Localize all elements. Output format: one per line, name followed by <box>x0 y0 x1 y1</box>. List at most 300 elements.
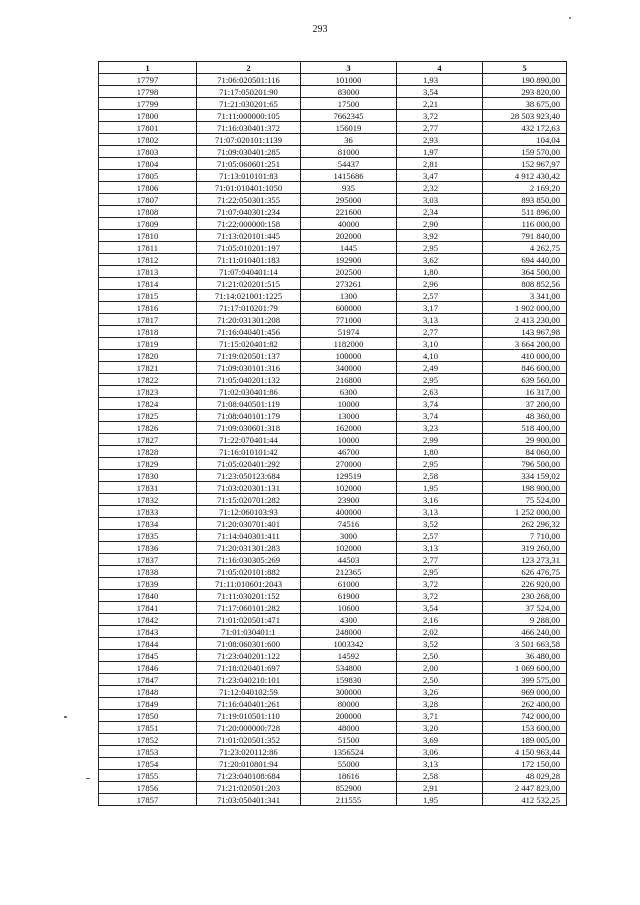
table-cell-col3: 83000 <box>301 86 397 98</box>
table-cell-col3: 340000 <box>301 362 397 374</box>
table-cell-col3: 36 <box>301 134 397 146</box>
table-row <box>99 758 567 770</box>
table-cell-col4: 2,77 <box>397 122 483 134</box>
table-cell-col3: 81000 <box>301 146 397 158</box>
table-cell-col2: 71:18:020401:697 <box>197 662 301 674</box>
table-cell-col5: 36 480,00 <box>483 650 567 662</box>
table-cell-col5: 230 268,00 <box>483 590 567 602</box>
table-row <box>99 326 567 338</box>
table-cell-col2: 71:17:010201:79 <box>197 302 301 314</box>
table-cell-col2: 71:09:030401:285 <box>197 146 301 158</box>
table-cell-col3: 51500 <box>301 734 397 746</box>
table-cell-col4: 1,93 <box>397 74 483 86</box>
table-cell-col1: 17832 <box>99 494 197 506</box>
table-cell-col2: 71:08:040101:179 <box>197 410 301 422</box>
table-cell-col4: 2,90 <box>397 218 483 230</box>
table-cell-col5: 334 159,02 <box>483 470 567 482</box>
table-cell-col1: 17857 <box>99 794 197 806</box>
table-cell-col5: 410 000,00 <box>483 350 567 362</box>
table-cell-col3: 1003342 <box>301 638 397 650</box>
table-row <box>99 506 567 518</box>
table-cell-col4: 3,62 <box>397 254 483 266</box>
table-cell-col5: 2 413 230,00 <box>483 314 567 326</box>
table-cell-col4: 2,95 <box>397 566 483 578</box>
table-cell-col2: 71:05:020401:292 <box>197 458 301 470</box>
table-cell-col5: 37 200,00 <box>483 398 567 410</box>
table-cell-col4: 3,03 <box>397 194 483 206</box>
table-cell-col5: 796 500,00 <box>483 458 567 470</box>
table-row <box>99 410 567 422</box>
table-cell-col1: 17821 <box>99 362 197 374</box>
table-row <box>99 194 567 206</box>
table-cell-col3: 192900 <box>301 254 397 266</box>
table-cell-col1: 17797 <box>99 74 197 86</box>
table-cell-col1: 17826 <box>99 422 197 434</box>
table-cell-col4: 2,95 <box>397 374 483 386</box>
table-cell-col4: 3,23 <box>397 422 483 434</box>
table-cell-col1: 17807 <box>99 194 197 206</box>
table-cell-col1: 17815 <box>99 290 197 302</box>
table-cell-col3: 159830 <box>301 674 397 686</box>
table-cell-col3: 48000 <box>301 722 397 734</box>
table-cell-col3: 1182000 <box>301 338 397 350</box>
table-cell-col3: 534800 <box>301 662 397 674</box>
table-cell-col3: 400000 <box>301 506 397 518</box>
table-cell-col1: 17855 <box>99 770 197 782</box>
table-cell-col5: 3 664 200,00 <box>483 338 567 350</box>
table-cell-col1: 17801 <box>99 122 197 134</box>
table-row <box>99 350 567 362</box>
table-cell-col2: 71:11:010401:183 <box>197 254 301 266</box>
table-cell-col5: 159 570,00 <box>483 146 567 158</box>
table-cell-col5: 1 902 000,00 <box>483 302 567 314</box>
table-cell-col4: 2,63 <box>397 386 483 398</box>
table-cell-col4: 3,06 <box>397 746 483 758</box>
table-cell-col3: 129519 <box>301 470 397 482</box>
table-cell-col2: 71:05:020101:882 <box>197 566 301 578</box>
data-table <box>98 61 567 806</box>
table-cell-col1: 17837 <box>99 554 197 566</box>
table-cell-col2: 71:01:020501:471 <box>197 614 301 626</box>
table-cell-col3: 61900 <box>301 590 397 602</box>
table-cell-col2: 71:01:010401:1050 <box>197 182 301 194</box>
table-row <box>99 98 567 110</box>
table-cell-col1: 17849 <box>99 698 197 710</box>
table-row <box>99 746 567 758</box>
table-cell-col5: 48 360,00 <box>483 410 567 422</box>
table-cell-col2: 71:17:050201:90 <box>197 86 301 98</box>
table-row <box>99 458 567 470</box>
table-cell-col5: 190 890,00 <box>483 74 567 86</box>
table-cell-col2: 71:14:040301:411 <box>197 530 301 542</box>
table-row <box>99 278 567 290</box>
table-cell-col4: 3,10 <box>397 338 483 350</box>
table-cell-col5: 123 273,31 <box>483 554 567 566</box>
table-cell-col1: 17852 <box>99 734 197 746</box>
table-cell-col1: 17825 <box>99 410 197 422</box>
table-cell-col5: 1 069 600,00 <box>483 662 567 674</box>
table-cell-col2: 71:12:060103:93 <box>197 506 301 518</box>
table-row <box>99 314 567 326</box>
table-cell-col5: 412 532,25 <box>483 794 567 806</box>
table-cell-col1: 17844 <box>99 638 197 650</box>
table-cell-col3: 216800 <box>301 374 397 386</box>
table-row <box>99 158 567 170</box>
table-cell-col4: 1,80 <box>397 446 483 458</box>
table-cell-col2: 71:16:040401:456 <box>197 326 301 338</box>
table-cell-col2: 71:06:020501:116 <box>197 74 301 86</box>
table-row <box>99 518 567 530</box>
table-cell-col3: 4300 <box>301 614 397 626</box>
table-cell-col5: 846 600,00 <box>483 362 567 374</box>
table-row <box>99 794 567 806</box>
table-cell-col1: 17812 <box>99 254 197 266</box>
table-cell-col1: 17802 <box>99 134 197 146</box>
table-cell-col1: 17839 <box>99 578 197 590</box>
table-row <box>99 626 567 638</box>
table-cell-col2: 71:17:060101:282 <box>197 602 301 614</box>
table-cell-col4: 2,96 <box>397 278 483 290</box>
table-cell-col5: 143 967,98 <box>483 326 567 338</box>
table-row <box>99 674 567 686</box>
table-row <box>99 722 567 734</box>
table-cell-col5: 4 912 430,42 <box>483 170 567 182</box>
table-cell-col1: 17838 <box>99 566 197 578</box>
table-cell-col3: 1445 <box>301 242 397 254</box>
table-cell-col5: 28 503 923,40 <box>483 110 567 122</box>
table-cell-col1: 17819 <box>99 338 197 350</box>
table-row <box>99 602 567 614</box>
table-cell-col1: 17842 <box>99 614 197 626</box>
table-cell-col5: 104,04 <box>483 134 567 146</box>
table-cell-col3: 7662345 <box>301 110 397 122</box>
table-cell-col4: 3,92 <box>397 230 483 242</box>
table-cell-col4: 2,95 <box>397 458 483 470</box>
table-cell-col1: 17800 <box>99 110 197 122</box>
table-cell-col5: 4 262,75 <box>483 242 567 254</box>
table-cell-col3: 295000 <box>301 194 397 206</box>
table-row <box>99 86 567 98</box>
table-cell-col4: 3,52 <box>397 518 483 530</box>
table-row <box>99 710 567 722</box>
table-cell-col5: 198 900,00 <box>483 482 567 494</box>
table-cell-col1: 17834 <box>99 518 197 530</box>
table-cell-col4: 3,13 <box>397 314 483 326</box>
table-cell-col5: 639 560,00 <box>483 374 567 386</box>
table-cell-col4: 1,95 <box>397 794 483 806</box>
table-cell-col3: 600000 <box>301 302 397 314</box>
table-cell-col4: 3,72 <box>397 590 483 602</box>
table-row <box>99 542 567 554</box>
table-cell-col1: 17850 <box>99 710 197 722</box>
table-cell-col1: 17854 <box>99 758 197 770</box>
table-cell-col2: 71:09:030101:316 <box>197 362 301 374</box>
table-cell-col2: 71:16:040401:261 <box>197 698 301 710</box>
table-cell-col3: 10600 <box>301 602 397 614</box>
table-cell-col2: 71:23:020112:86 <box>197 746 301 758</box>
table-cell-col3: 156019 <box>301 122 397 134</box>
table-cell-col5: 364 500,00 <box>483 266 567 278</box>
table-cell-col4: 2,58 <box>397 470 483 482</box>
table-cell-col5: 226 920,00 <box>483 578 567 590</box>
table-row <box>99 446 567 458</box>
table-cell-col1: 17804 <box>99 158 197 170</box>
table-cell-col1: 17822 <box>99 374 197 386</box>
table-cell-col1: 17836 <box>99 542 197 554</box>
table-cell-col2: 71:01:030401:1 <box>197 626 301 638</box>
table-cell-col3: 100000 <box>301 350 397 362</box>
table-cell-col3: 202000 <box>301 230 397 242</box>
table-cell-col3: 1415686 <box>301 170 397 182</box>
table-row <box>99 686 567 698</box>
table-cell-col3: 102000 <box>301 482 397 494</box>
table-cell-col5: 518 400,00 <box>483 422 567 434</box>
table-cell-col5: 399 575,00 <box>483 674 567 686</box>
table-cell-col4: 3,28 <box>397 698 483 710</box>
table-cell-col1: 17806 <box>99 182 197 194</box>
table-cell-col2: 71:02:030401:86 <box>197 386 301 398</box>
table-row <box>99 578 567 590</box>
table-cell-col1: 17830 <box>99 470 197 482</box>
table-cell-col2: 71:23:050123:684 <box>197 470 301 482</box>
table-cell-col3: 54437 <box>301 158 397 170</box>
table-cell-col1: 17823 <box>99 386 197 398</box>
table-cell-col1: 17803 <box>99 146 197 158</box>
table-cell-col3: 23900 <box>301 494 397 506</box>
table-cell-col4: 2,99 <box>397 434 483 446</box>
table-cell-col2: 71:15:020701:282 <box>197 494 301 506</box>
table-cell-col2: 71:09:030601:318 <box>197 422 301 434</box>
table-cell-col5: 1 252 000,00 <box>483 506 567 518</box>
table-cell-col5: 9 288,00 <box>483 614 567 626</box>
table-cell-col4: 2,58 <box>397 770 483 782</box>
table-row <box>99 74 567 86</box>
table-cell-col4: 2,21 <box>397 98 483 110</box>
column-header-1: 1 <box>99 62 197 74</box>
table-cell-col5: 262 400,00 <box>483 698 567 710</box>
table-cell-col2: 71:23:040201:122 <box>197 650 301 662</box>
table-cell-col5: 262 296,32 <box>483 518 567 530</box>
table-cell-col4: 3,13 <box>397 506 483 518</box>
table-cell-col5: 75 524,00 <box>483 494 567 506</box>
table-cell-col4: 2,81 <box>397 158 483 170</box>
table-cell-col1: 17846 <box>99 662 197 674</box>
table-cell-col2: 71:07:040401:14 <box>197 266 301 278</box>
table-row <box>99 206 567 218</box>
table-cell-col5: 37 524,00 <box>483 602 567 614</box>
table-cell-col1: 17817 <box>99 314 197 326</box>
table-cell-col3: 55000 <box>301 758 397 770</box>
table-cell-col3: 17500 <box>301 98 397 110</box>
table-cell-col4: 3,69 <box>397 734 483 746</box>
scan-speck <box>569 17 571 19</box>
table-cell-col3: 3000 <box>301 530 397 542</box>
table-cell-col1: 17805 <box>99 170 197 182</box>
table-cell-col5: 172 150,00 <box>483 758 567 770</box>
table-cell-col1: 17808 <box>99 206 197 218</box>
table-row <box>99 170 567 182</box>
table-row <box>99 182 567 194</box>
page-number: 293 <box>312 24 328 35</box>
table-cell-col3: 44503 <box>301 554 397 566</box>
table-cell-col1: 17843 <box>99 626 197 638</box>
table-row <box>99 566 567 578</box>
table-row <box>99 302 567 314</box>
table-row <box>99 698 567 710</box>
table-cell-col4: 2,93 <box>397 134 483 146</box>
table-cell-col2: 71:12:040102:59 <box>197 686 301 698</box>
table-row <box>99 338 567 350</box>
table-cell-col3: 61000 <box>301 578 397 590</box>
table-cell-col1: 17833 <box>99 506 197 518</box>
column-header-4: 4 <box>397 62 483 74</box>
table-cell-col4: 1,95 <box>397 482 483 494</box>
table-cell-col3: 18616 <box>301 770 397 782</box>
table-cell-col4: 3,54 <box>397 602 483 614</box>
table-cell-col4: 3,52 <box>397 638 483 650</box>
table-cell-col2: 71:11:010601:2043 <box>197 578 301 590</box>
table-cell-col5: 694 440,00 <box>483 254 567 266</box>
table-cell-col3: 162000 <box>301 422 397 434</box>
table-cell-col3: 270000 <box>301 458 397 470</box>
table-cell-col4: 2,91 <box>397 782 483 794</box>
table-row <box>99 782 567 794</box>
table-row <box>99 362 567 374</box>
table-cell-col5: 116 000,00 <box>483 218 567 230</box>
table-cell-col3: 80000 <box>301 698 397 710</box>
column-header-3: 3 <box>301 62 397 74</box>
column-header-2: 2 <box>197 62 301 74</box>
table-cell-col2: 71:03:020301:131 <box>197 482 301 494</box>
table-row <box>99 530 567 542</box>
table-cell-col3: 771000 <box>301 314 397 326</box>
table-cell-col4: 3,74 <box>397 398 483 410</box>
table-cell-col4: 3,13 <box>397 758 483 770</box>
table-cell-col5: 893 850,00 <box>483 194 567 206</box>
table-cell-col2: 71:07:020101:1139 <box>197 134 301 146</box>
table-cell-col2: 71:22:000000:158 <box>197 218 301 230</box>
table-cell-col3: 202500 <box>301 266 397 278</box>
table-cell-col3: 212365 <box>301 566 397 578</box>
table-cell-col5: 742 000,00 <box>483 710 567 722</box>
table-cell-col5: 2 447 823,00 <box>483 782 567 794</box>
table-row <box>99 218 567 230</box>
table-cell-col3: 46700 <box>301 446 397 458</box>
table-cell-col4: 1,80 <box>397 266 483 278</box>
table-cell-col4: 2,49 <box>397 362 483 374</box>
table-row <box>99 470 567 482</box>
table-row <box>99 374 567 386</box>
table-cell-col5: 293 820,00 <box>483 86 567 98</box>
table-cell-col3: 6300 <box>301 386 397 398</box>
table-cell-col2: 71:11:030201:152 <box>197 590 301 602</box>
table-row <box>99 734 567 746</box>
table-cell-col2: 71:16:030401:372 <box>197 122 301 134</box>
table-row <box>99 590 567 602</box>
table-cell-col3: 102000 <box>301 542 397 554</box>
table-cell-col4: 2,02 <box>397 626 483 638</box>
table-cell-col2: 71:05:010201:197 <box>197 242 301 254</box>
table-cell-col1: 17840 <box>99 590 197 602</box>
table-row <box>99 422 567 434</box>
table-cell-col3: 10000 <box>301 434 397 446</box>
table-cell-col5: 4 150 963,44 <box>483 746 567 758</box>
table-cell-col5: 3 501 663,58 <box>483 638 567 650</box>
table-cell-col4: 1,97 <box>397 146 483 158</box>
table-cell-col3: 101000 <box>301 74 397 86</box>
table-cell-col4: 2,34 <box>397 206 483 218</box>
table-cell-col1: 17810 <box>99 230 197 242</box>
table-cell-col4: 3,16 <box>397 494 483 506</box>
table-cell-col1: 17824 <box>99 398 197 410</box>
table-cell-col3: 14592 <box>301 650 397 662</box>
table-cell-col2: 71:08:040501:119 <box>197 398 301 410</box>
table-cell-col2: 71:11:000000:105 <box>197 110 301 122</box>
table-cell-col4: 3,72 <box>397 110 483 122</box>
table-cell-col2: 71:20:031301:283 <box>197 542 301 554</box>
table-cell-col5: 29 900,00 <box>483 434 567 446</box>
table-cell-col2: 71:20:010801:94 <box>197 758 301 770</box>
table-cell-col2: 71:22:050301:355 <box>197 194 301 206</box>
table-cell-col4: 2,77 <box>397 554 483 566</box>
table-cell-col2: 71:07:040301:234 <box>197 206 301 218</box>
table-cell-col1: 17816 <box>99 302 197 314</box>
table-cell-col2: 71:03:050401:341 <box>197 794 301 806</box>
table-cell-col4: 2,77 <box>397 326 483 338</box>
table-cell-col5: 153 600,00 <box>483 722 567 734</box>
table-cell-col4: 4,10 <box>397 350 483 362</box>
table-cell-col5: 16 317,00 <box>483 386 567 398</box>
table-body <box>99 74 567 806</box>
table-cell-col3: 1300 <box>301 290 397 302</box>
table-cell-col1: 17856 <box>99 782 197 794</box>
table-cell-col2: 71:13:010101:83 <box>197 170 301 182</box>
table-cell-col2: 71:13:020101:445 <box>197 230 301 242</box>
table-cell-col5: 319 260,00 <box>483 542 567 554</box>
table-row <box>99 614 567 626</box>
table-cell-col5: 84 060,00 <box>483 446 567 458</box>
table-cell-col4: 2,57 <box>397 290 483 302</box>
table-cell-col5: 626 476,75 <box>483 566 567 578</box>
table-row <box>99 266 567 278</box>
table-cell-col5: 466 240,00 <box>483 626 567 638</box>
table-row <box>99 398 567 410</box>
table-cell-col1: 17798 <box>99 86 197 98</box>
table-cell-col4: 3,13 <box>397 542 483 554</box>
table-cell-col4: 2,50 <box>397 650 483 662</box>
table-cell-col4: 3,20 <box>397 722 483 734</box>
table-cell-col3: 1356524 <box>301 746 397 758</box>
table-cell-col1: 17835 <box>99 530 197 542</box>
table-row <box>99 554 567 566</box>
table-cell-col2: 71:23:040108:684 <box>197 770 301 782</box>
table-row <box>99 494 567 506</box>
table-row <box>99 122 567 134</box>
table-cell-col3: 300000 <box>301 686 397 698</box>
table-row <box>99 386 567 398</box>
table-cell-col1: 17814 <box>99 278 197 290</box>
table-cell-col5: 969 000,00 <box>483 686 567 698</box>
table-cell-col5: 152 967,97 <box>483 158 567 170</box>
table-cell-col1: 17813 <box>99 266 197 278</box>
table-cell-col3: 935 <box>301 182 397 194</box>
table-cell-col3: 51974 <box>301 326 397 338</box>
table-row <box>99 242 567 254</box>
table-cell-col3: 74516 <box>301 518 397 530</box>
table-cell-col4: 2,00 <box>397 662 483 674</box>
table-row <box>99 230 567 242</box>
table-cell-col3: 221600 <box>301 206 397 218</box>
